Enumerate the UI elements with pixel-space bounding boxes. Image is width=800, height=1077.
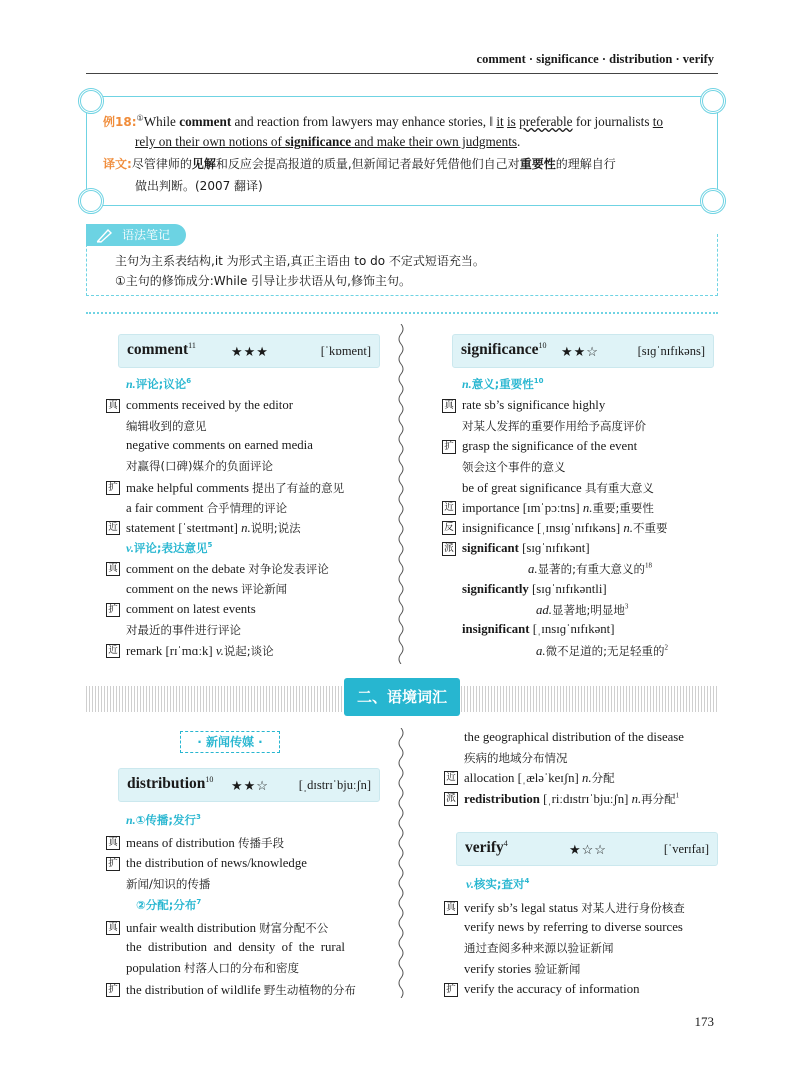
header-rule <box>86 73 718 74</box>
grammar-note-tag <box>86 224 186 246</box>
example-phrase: comments received by the editor <box>126 398 294 412</box>
headword: comment$^{11}$ <box>127 341 196 359</box>
tag-real: 真 <box>444 901 458 915</box>
grammar-note-title: 语法笔记 <box>122 228 171 242</box>
corner-ornament-icon <box>700 188 726 214</box>
example-sentence-line2: rely on their own notions of significance and make their own judgments. <box>135 134 521 149</box>
part-of-speech: ②分配;分布$^7$ <box>136 898 202 912</box>
example-sentence-line1: 例18:①While comment and reaction from lawyers may enhance stories, ‖ it is preferable for journalists to <box>103 113 664 129</box>
phonetic: [ˈverɪfaɪ] <box>663 842 709 856</box>
tag-real: 真 <box>106 399 120 413</box>
entry-header-comment <box>118 334 380 368</box>
tag-ext: 扩 <box>106 481 120 495</box>
tag-ext: 扩 <box>442 440 456 454</box>
keyword-significance: significance <box>285 134 352 149</box>
grammar-line1: 主句为主系表结构,it 为形式主语,真正主语由 to do 不定式短语充当。 <box>115 254 485 268</box>
corner-ornament-icon <box>78 188 104 214</box>
frequency-stars: ★★☆ <box>231 778 269 793</box>
part-of-speech: n.①传播;发行$^3$ <box>126 813 201 827</box>
entry-header-distribution <box>118 768 380 802</box>
entry-header-verify <box>456 832 718 866</box>
tag-syn: 近 <box>106 644 120 658</box>
example-phrase: negative comments on earned media <box>126 438 313 452</box>
phonetic: [sɪɡˈnɪfɪkəns] <box>637 344 705 358</box>
frequency-stars: ★★★ <box>231 344 269 359</box>
frequency-stars: ★★☆ <box>561 344 599 359</box>
tag-der: 派 <box>442 542 456 556</box>
part-of-speech: v.评论;表达意见$^5$ <box>126 541 213 555</box>
pen-icon <box>96 227 114 243</box>
section-banner-title: 二、语境词汇 <box>344 678 460 716</box>
keyword-comment: comment <box>179 114 232 129</box>
tag-ext: 扩 <box>106 857 120 871</box>
tag-der: 派 <box>444 792 458 806</box>
phonetic: [ˌdɪstrɪˈbjuːʃn] <box>298 778 371 792</box>
part-of-speech: n.意义;重要性$^{10}$ <box>462 377 544 391</box>
tag-real: 真 <box>442 399 456 413</box>
column-divider <box>396 324 406 664</box>
section-divider <box>86 312 718 314</box>
tag-ext: 扩 <box>106 603 120 617</box>
running-title: comment · significance · distribution · verify <box>476 52 714 66</box>
entry-header-significance <box>452 334 714 368</box>
tag-ext: 扩 <box>444 983 458 997</box>
clause-marker: ① <box>136 113 144 123</box>
tag-real: 真 <box>106 836 120 850</box>
page-number: 173 <box>694 1014 714 1029</box>
frequency-stars: ★☆☆ <box>569 842 607 857</box>
corner-ornament-icon <box>700 88 726 114</box>
subtopic-label: · 新闻传媒 · <box>180 731 280 753</box>
grammar-line2: ①主句的修饰成分:While 引导让步状语从句,修饰主句。 <box>115 274 411 288</box>
example-box <box>86 96 718 206</box>
translation-label: 译文 <box>103 157 128 171</box>
example-label: 例18 <box>103 115 132 129</box>
part-of-speech: n.评论;议论$^6$ <box>126 377 192 391</box>
tag-real: 真 <box>106 921 120 935</box>
tag-ant: 反 <box>442 521 456 535</box>
headword: significance$^{10}$ <box>461 341 547 359</box>
phonetic: [ˈkɒment] <box>320 344 371 358</box>
column-divider <box>396 728 406 998</box>
tag-syn: 近 <box>106 521 120 535</box>
tag-syn: 近 <box>444 771 458 785</box>
tag-real: 真 <box>106 562 120 576</box>
corner-ornament-icon <box>78 88 104 114</box>
headword: distribution$^{10}$ <box>127 775 214 793</box>
headword: verify$^4$ <box>465 839 508 857</box>
translation-line1: 译文:尽管律师的见解和反应会提高报道的质量,但新闻记者最好凭借他们自己对重要性的理解自行 <box>103 157 616 171</box>
translation-line2: 做出判断。(2007 翻译) <box>135 179 263 193</box>
tag-ext: 扩 <box>106 983 120 997</box>
tag-syn: 近 <box>442 501 456 515</box>
part-of-speech: v.核实;查对$^4$ <box>466 877 530 891</box>
